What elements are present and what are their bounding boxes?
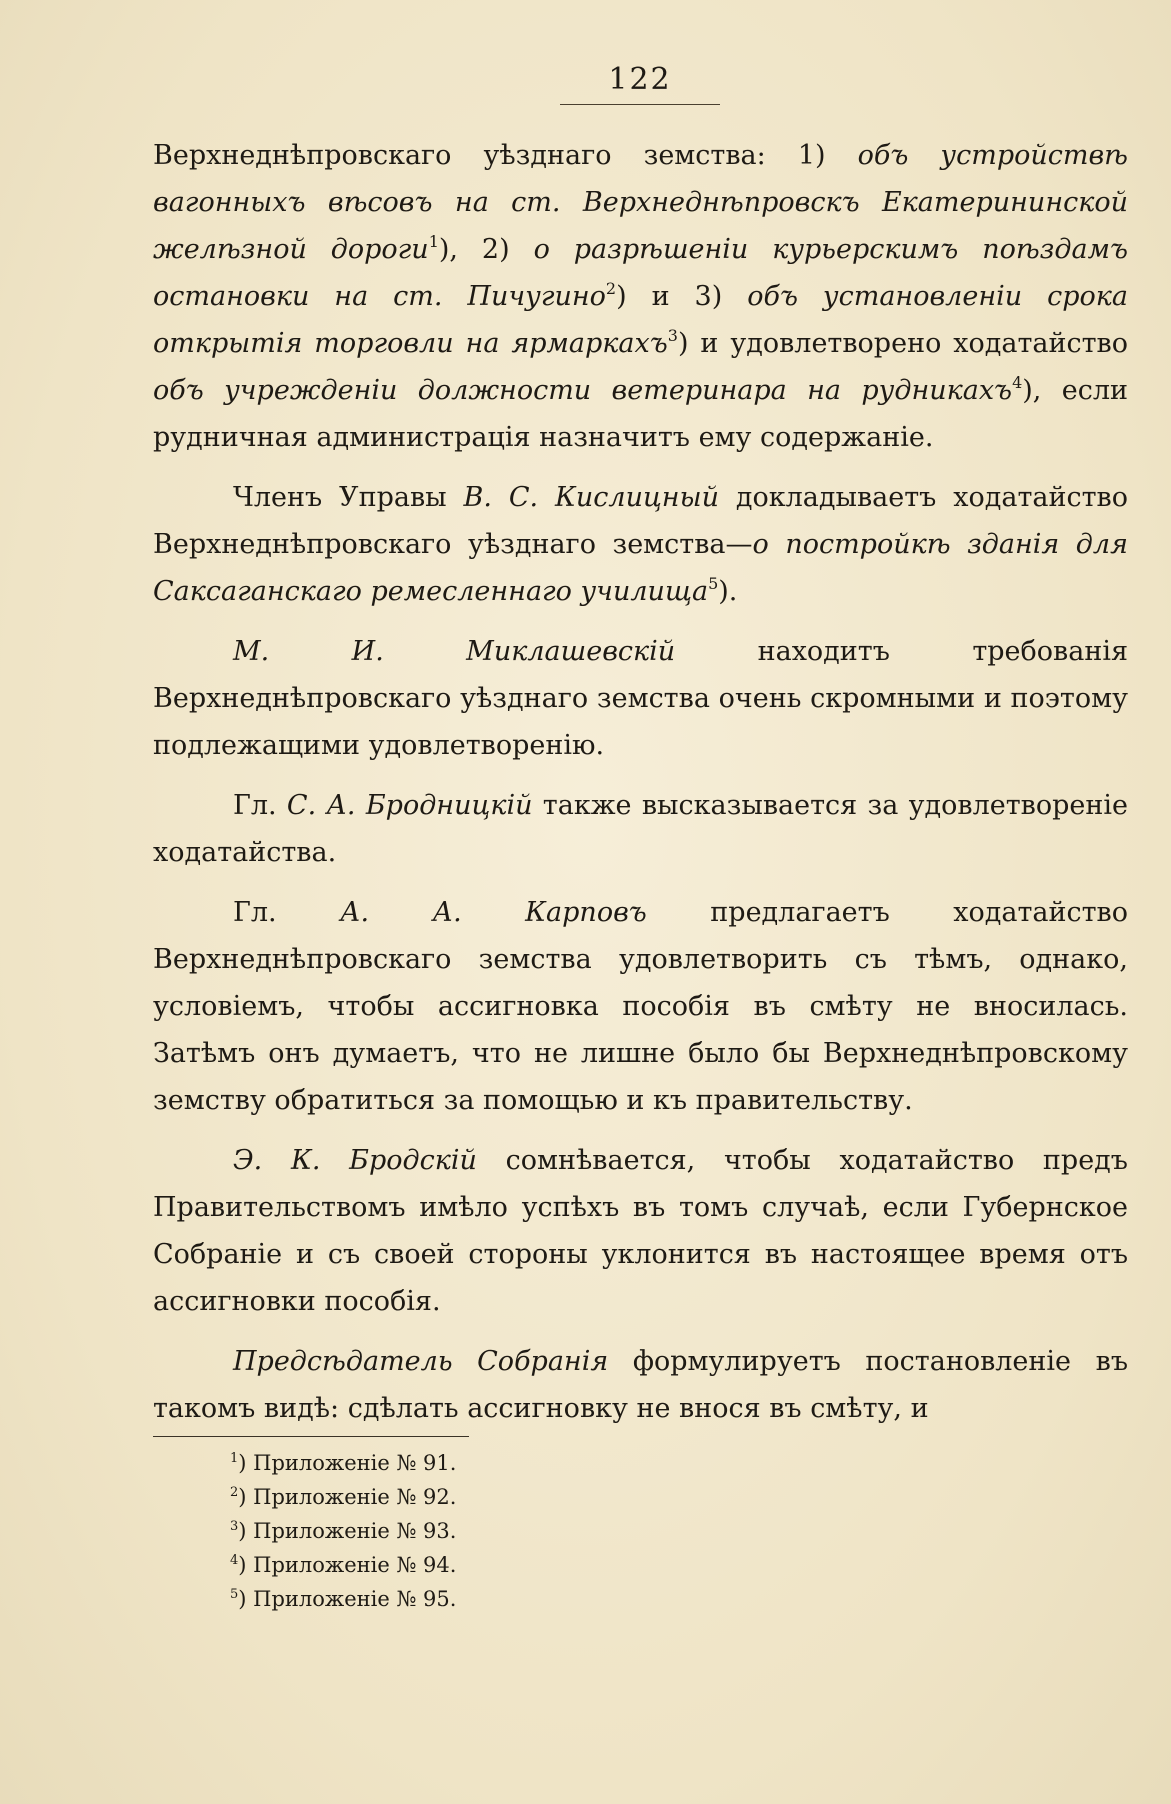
footnote-mark: 2 <box>230 1485 239 1500</box>
paragraph-5 <box>153 889 1128 1124</box>
page-number: 122 <box>608 62 672 97</box>
paragraph-2 <box>153 474 1128 615</box>
paragraph-1 <box>153 132 1128 461</box>
text-run: Членъ Управы <box>233 482 464 513</box>
text-run: формулируетъ постановленіе въ такомъ видѣ: сдѣлать ассигновку не внося въ смѣту, и <box>153 1346 1129 1424</box>
footnote <box>230 1582 830 1616</box>
footnote-text: ) Приложеніе № 93. <box>238 1519 457 1543</box>
text-run: ) и удовлетворено ходатайство <box>677 328 1128 359</box>
text-run: ). <box>718 576 738 607</box>
italic-run: о постройкѣ зданія для Саксаганскаго ремесленнаго училища <box>153 529 1128 607</box>
text-run: ), если рудничная администрація назначитъ ему содержаніе. <box>153 375 1128 453</box>
speaker-name: Предсѣдатель Собранія <box>233 1346 609 1377</box>
footnotes <box>230 1446 830 1616</box>
text-run: Верхнеднѣпровскаго уѣзднаго земства: 1) <box>153 140 858 171</box>
footnote-ref: 4 <box>1012 373 1023 392</box>
italic-run: объ установленіи срока открытія торговли на ярмаркахъ <box>153 281 1128 359</box>
footnote <box>230 1480 830 1514</box>
footnote-ref: 5 <box>708 574 719 593</box>
footnote-mark: 5 <box>230 1587 239 1602</box>
footnote <box>230 1514 830 1548</box>
paragraph-4 <box>153 782 1128 876</box>
text-run: находитъ требованія Верхнеднѣпровскаго уѣзднаго земства очень скромными и поэтому подлежащими удовлетворенію. <box>153 636 1128 761</box>
speaker-name: Э. К. Бродскій <box>233 1145 477 1176</box>
italic-run: объ учрежденіи должности ветеринара на рудникахъ <box>153 375 1013 406</box>
footnote-mark: 4 <box>230 1553 239 1568</box>
paragraph-7 <box>153 1338 1128 1432</box>
text-run: предлагаетъ ходатайство Верхнеднѣпровскаго земства удовлетворить съ тѣмъ, однако, условіемъ, чтобы ассигновка пособія въ смѣту не вносилась. Затѣмъ онъ думаетъ, что не лишне было бы Верхнеднѣпровскому земству обратиться за помощью и къ правительству. <box>153 897 1128 1116</box>
footnote-text: ) Приложеніе № 95. <box>238 1587 457 1611</box>
header-rule <box>560 104 720 105</box>
footnote-text: ) Приложеніе № 94. <box>238 1553 457 1577</box>
speaker-name: М. И. Миклашевскій <box>233 636 676 667</box>
paragraph-6 <box>153 1137 1128 1325</box>
text-run: Гл. <box>233 897 341 928</box>
text-run: ), 2) <box>438 234 534 265</box>
text-run: сомнѣвается, чтобы ходатайство предъ Правительствомъ имѣло успѣхъ въ томъ случаѣ, если Губернское Собраніе и съ своей стороны уклонится въ настоящее время отъ ассигновки пособія. <box>153 1145 1128 1317</box>
text-run: Гл. <box>233 790 287 821</box>
footnote-mark: 3 <box>230 1519 239 1534</box>
text-run: докладываетъ ходатайство Верхнеднѣпровскаго уѣзднаго земства— <box>153 482 1128 560</box>
text-run: ) и 3) <box>616 281 748 312</box>
page-body <box>153 132 1128 1445</box>
paragraph-3 <box>153 628 1128 769</box>
italic-run: объ устройствѣ вагонныхъ вѣсовъ на ст. Верхнеднѣпровскъ Екатерининской желѣзной дороги <box>153 140 1129 265</box>
footnote-rule <box>153 1436 469 1437</box>
footnote <box>230 1548 830 1582</box>
footnote-ref: 3 <box>667 326 678 345</box>
speaker-name: А. А. Карповъ <box>340 897 647 928</box>
speaker-name: В. С. Кислицный <box>463 482 719 513</box>
footnote-text: ) Приложеніе № 91. <box>238 1451 457 1475</box>
footnote-ref: 1 <box>428 232 439 251</box>
footnote-text: ) Приложеніе № 92. <box>238 1485 457 1509</box>
text-run: также высказывается за удовлетвореніе ходатайства. <box>153 790 1128 868</box>
footnote-ref: 2 <box>605 279 617 298</box>
italic-run: о разрѣшеніи курьерскимъ поѣздамъ остановки на ст. Пичугино <box>153 234 1128 312</box>
footnote <box>230 1446 830 1480</box>
footnote-mark: 1 <box>230 1451 239 1466</box>
speaker-name: С. А. Бродницкій <box>286 790 533 821</box>
